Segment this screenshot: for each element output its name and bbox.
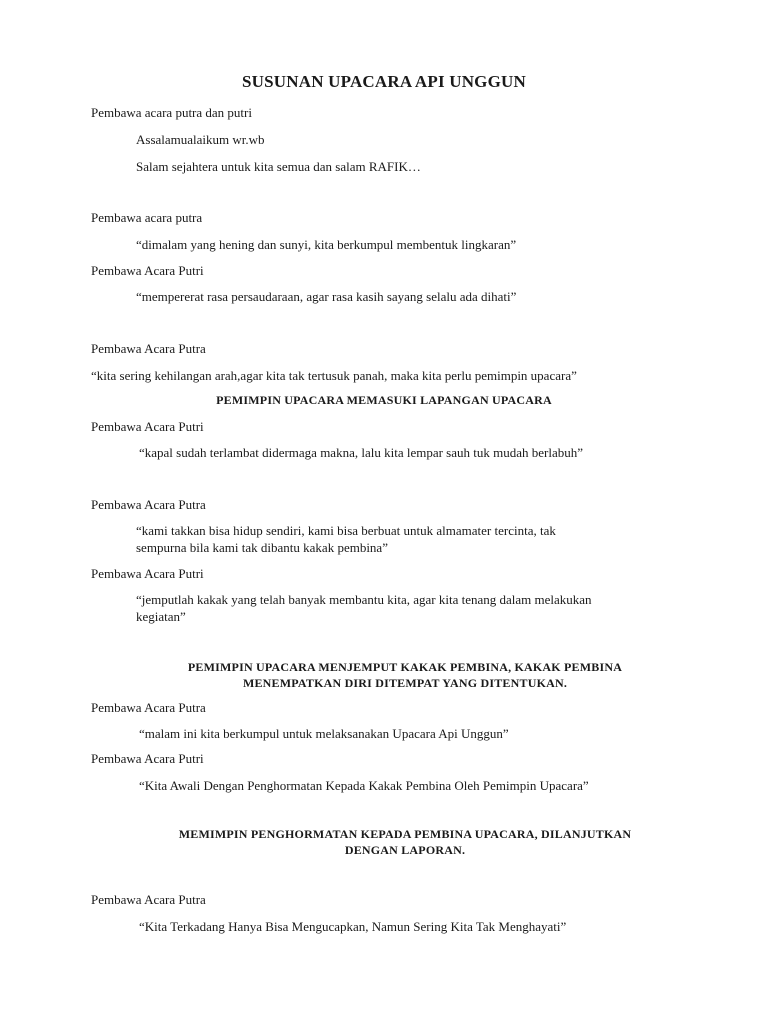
dialogue-line: “mempererat rasa persaudaraan, agar rasa kasih sayang selalu ada dihati” xyxy=(136,289,517,304)
speaker-label: Pembawa acara putra xyxy=(91,210,203,225)
speaker-label: Pembawa Acara Putra xyxy=(91,700,206,715)
stage-direction-heading: MENEMPATKAN DIRI DITEMPAT YANG DITENTUKAN. xyxy=(242,676,568,690)
speaker-label: Pembawa acara putra dan putri xyxy=(91,105,252,120)
document-title: SUSUNAN UPACARA API UNGGUN xyxy=(242,72,526,91)
speaker-label: Pembawa Acara Putra xyxy=(91,892,206,907)
dialogue-line: “malam ini kita berkumpul untuk melaksanakan Upacara Api Unggun” xyxy=(139,726,509,741)
dialogue-line: “jemputlah kakak yang telah banyak membantu kita, agar kita tenang dalam melakukan xyxy=(136,592,592,607)
dialogue-line: “Kita Terkadang Hanya Bisa Mengucapkan, Namun Sering Kita Tak Menghayati” xyxy=(139,919,567,934)
stage-direction-heading: PEMIMPIN UPACARA MEMASUKI LAPANGAN UPACARA xyxy=(216,393,552,407)
speaker-label: Pembawa Acara Putra xyxy=(91,341,206,356)
speaker-label: Pembawa Acara Putra xyxy=(91,497,206,512)
stage-direction-heading: PEMIMPIN UPACARA MENJEMPUT KAKAK PEMBINA, KAKAK PEMBINA xyxy=(187,660,623,674)
speaker-label: Pembawa Acara Putri xyxy=(91,263,204,278)
dialogue-line: kegiatan” xyxy=(136,609,186,624)
dialogue-line: “kapal sudah terlambat didermaga makna, lalu kita lempar sauh tuk mudah berlabuh” xyxy=(139,445,584,460)
stage-direction-heading: DENGAN LAPORAN. xyxy=(344,843,466,857)
dialogue-line: “dimalam yang hening dan sunyi, kita berkumpul membentuk lingkaran” xyxy=(136,237,517,252)
speaker-label: Pembawa Acara Putri xyxy=(91,566,204,581)
dialogue-line: Assalamualaikum wr.wb xyxy=(136,132,265,147)
speaker-label: Pembawa Acara Putri xyxy=(91,419,204,434)
dialogue-line: sempurna bila kami tak dibantu kakak pembina” xyxy=(136,540,388,555)
dialogue-line: “Kita Awali Dengan Penghormatan Kepada Kakak Pembina Oleh Pemimpin Upacara” xyxy=(139,778,589,793)
dialogue-line: “kita sering kehilangan arah,agar kita tak tertusuk panah, maka kita perlu pemimpin upacara” xyxy=(91,368,577,383)
speaker-label: Pembawa Acara Putri xyxy=(91,751,204,766)
dialogue-line: “kami takkan bisa hidup sendiri, kami bisa berbuat untuk almamater tercinta, tak xyxy=(136,523,556,538)
dialogue-line: Salam sejahtera untuk kita semua dan salam RAFIK… xyxy=(136,159,421,174)
stage-direction-heading: MEMIMPIN PENGHORMATAN KEPADA PEMBINA UPACARA, DILANJUTKAN xyxy=(178,827,632,841)
